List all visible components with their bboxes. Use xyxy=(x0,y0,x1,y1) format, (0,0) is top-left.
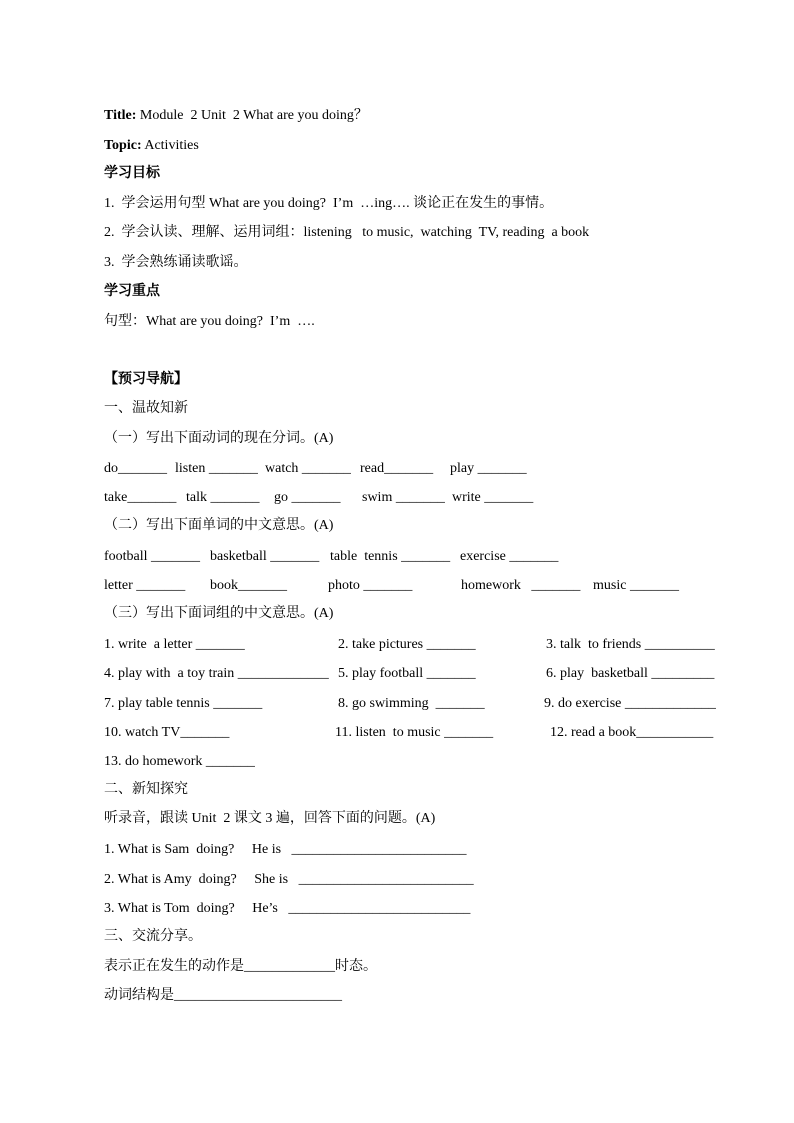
word-blank: exercise _______ xyxy=(460,549,559,564)
part1-title: 一、温故知新 xyxy=(104,401,188,416)
verb-blank: read_______ xyxy=(360,461,434,476)
key-points-heading: 学习重点 xyxy=(104,284,160,299)
verb-blank: listen _______ xyxy=(175,461,258,476)
topic-label: Topic: xyxy=(104,138,142,153)
topic-value: Activities xyxy=(141,138,199,153)
share-line: 动词结构是________________________ xyxy=(104,988,342,1003)
phrase-blank: 10. watch TV_______ xyxy=(104,725,230,740)
word-blank: music _______ xyxy=(593,578,679,593)
phrase-blank: 12. read a book___________ xyxy=(550,725,714,740)
word-blank: football _______ xyxy=(104,549,201,564)
word-blank: table tennis _______ xyxy=(330,549,451,564)
question-item: 2. What is Amy doing? She is _________________________ xyxy=(104,872,474,887)
phrase-blank: 1. write a letter _______ xyxy=(104,637,245,652)
sub3-title: （三）写出下面词组的中文意思。(A) xyxy=(104,606,334,621)
phrase-blank: 5. play football _______ xyxy=(338,666,476,681)
objectives-heading: 学习目标 xyxy=(104,166,160,181)
phrase-blank: 4. play with a toy train _____________ xyxy=(104,666,329,681)
key-points-text: 句型：What are you doing? I’m …. xyxy=(104,314,315,329)
verb-blank: take_______ xyxy=(104,490,177,505)
topic-line xyxy=(104,137,199,155)
verb-blank: go _______ xyxy=(274,490,341,505)
preview-heading: 【预习导航】 xyxy=(104,372,188,387)
phrase-blank: 11. listen to music _______ xyxy=(335,725,494,740)
objective-item: 2. 学会认读、理解、运用词组：listening to music, watching TV, reading a book xyxy=(104,225,590,240)
word-blank: photo _______ xyxy=(328,578,413,593)
part2-title: 二、新知探究 xyxy=(104,782,188,797)
verb-blank: write _______ xyxy=(452,490,534,505)
part2-instruction: 听录音，跟读 Unit 2 课文 3 遍，回答下面的问题。(A) xyxy=(104,811,436,826)
verb-blank: play _______ xyxy=(450,461,527,476)
verb-blank: watch _______ xyxy=(265,461,351,476)
sub2-title: （二）写出下面单词的中文意思。(A) xyxy=(104,518,334,533)
phrase-blank: 3. talk to friends __________ xyxy=(546,637,715,652)
share-line: 表示正在发生的动作是_____________时态。 xyxy=(104,959,377,974)
phrase-blank: 8. go swimming _______ xyxy=(338,696,485,711)
word-blank: homework _______ xyxy=(461,578,581,593)
question-item: 3. What is Tom doing? He’s __________________________ xyxy=(104,901,471,916)
phrase-blank: 6. play basketball _________ xyxy=(546,666,715,681)
sub1-title: （一）写出下面动词的现在分词。(A) xyxy=(104,431,334,446)
objective-item: 1. 学会运用句型 What are you doing? I’m …ing…. 谈论正在发生的事情。 xyxy=(104,196,554,211)
title-label: Title: xyxy=(104,108,137,123)
word-blank: book_______ xyxy=(210,578,287,593)
phrase-blank: 9. do exercise _____________ xyxy=(544,696,716,711)
word-blank: basketball _______ xyxy=(210,549,320,564)
title-value: Module 2 Unit 2 What are you doing？ xyxy=(136,108,368,123)
phrase-blank: 2. take pictures _______ xyxy=(338,637,476,652)
verb-blank: do_______ xyxy=(104,461,167,476)
verb-blank: swim _______ xyxy=(362,490,445,505)
part3-title: 三、交流分享。 xyxy=(104,929,202,944)
verb-blank: talk _______ xyxy=(186,490,260,505)
phrase-blank: 13. do homework _______ xyxy=(104,754,255,769)
question-item: 1. What is Sam doing? He is _________________________ xyxy=(104,842,467,857)
objective-item: 3. 学会熟练诵读歌谣。 xyxy=(104,255,248,270)
word-blank: letter _______ xyxy=(104,578,186,593)
phrase-blank: 7. play table tennis _______ xyxy=(104,696,263,711)
title-line xyxy=(104,107,368,125)
